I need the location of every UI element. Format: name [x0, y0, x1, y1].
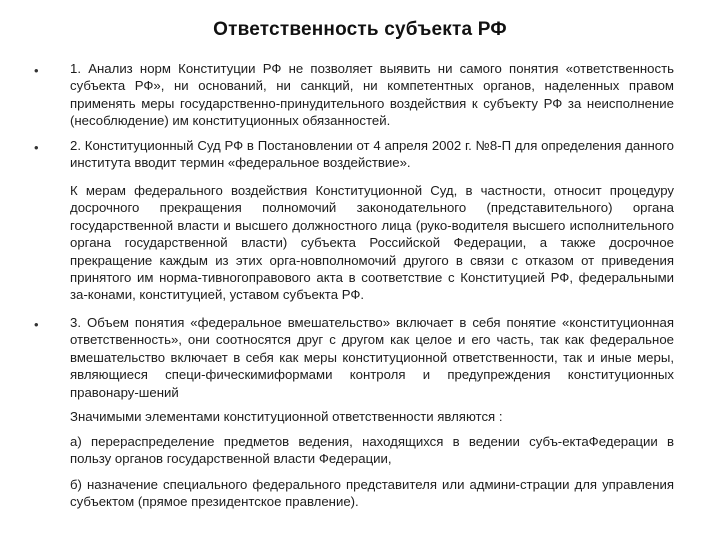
item-3-sub-item-b: б) назначение специального федерального представителя или админи-страции для управления субъектом (прямое президентское правление). [70, 477, 674, 510]
slide-title: Ответственность субъекта РФ [213, 19, 507, 40]
item-3-sub-item-a: а) перераспределение предметов ведения, находящихся в ведении субъ-ектаФедерации в пользу органов государственной власти Федерации, [70, 434, 674, 467]
item-3-text: 3. Объем понятия «федеральное вмешательство» включает в себя понятие «конституционная ответственность», они соотносятся друг с другом как целое и его часть, так как федеральное вмешательство включает в себя как меры конституционной ответственности, так и иные меры, являющиеся специ-фическимиформами контроля и предупреждения конституционных правонару-шений [70, 315, 674, 400]
item-3-sub-intro: Значимыми элементами конституционной ответственности являются : [70, 409, 503, 424]
item-1-text: 1. Анализ норм Конституции РФ не позволяет выявить ни самого понятия «ответственность субъекта РФ», ни оснований, ни санкций, ни компетентных органов, наделенных правом применять меры государственно-принудительного воздействия к субъекту РФ за неисполнение (несоблюдение) им конституционных обязанностей. [70, 61, 674, 129]
bullet-marker-1: • [34, 63, 39, 78]
item-2-text: 2. Конституционный Суд РФ в Постановлении от 4 апреля 2002 г. №8-П для определения данного института вводит термин «федеральное воздействие». [70, 138, 674, 171]
bullet-marker-3: • [34, 317, 39, 332]
item-2-continuation: К мерам федерального воздействия Конституционной Суд, в частности, относит процедуру досрочного прекращения полномочий законодательного (представительного) органа государственной власти и высшего должностного лица (руко-водителя высшего исполнительного органа государственной власти) субъекта Российской Федерации, а также досрочное прекращение каждым из этих орга-новполномочий другого в связи с отказом от приведения принятого им норма-тивногоправового акта в соответствие с Конституцией РФ, федеральными за-конами, конституцией, уставом субъекта РФ. [70, 183, 674, 303]
bullet-marker-2: • [34, 140, 39, 155]
